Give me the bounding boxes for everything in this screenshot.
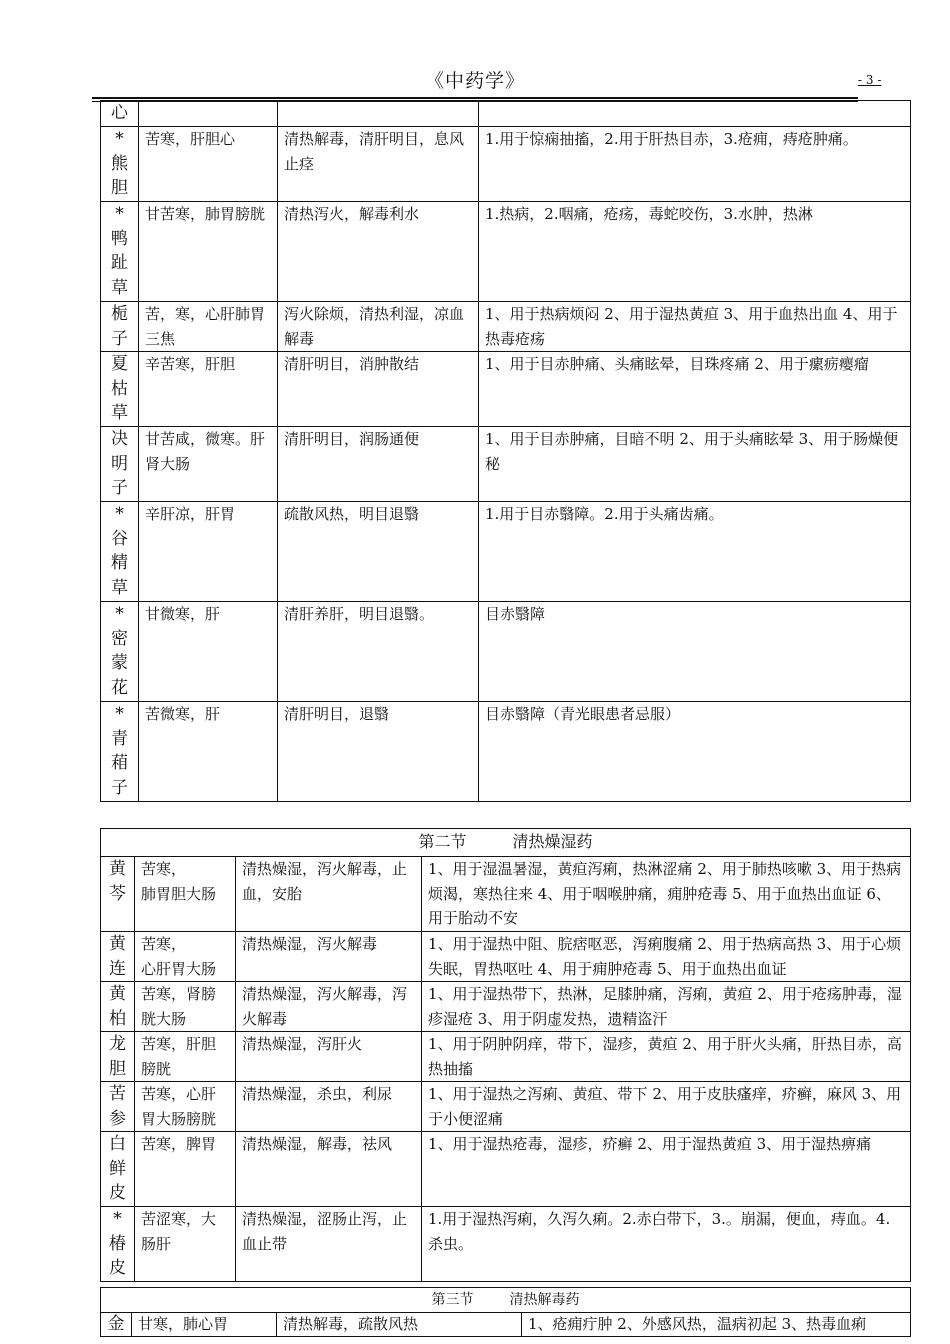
herb-name-char: 夏 (111, 354, 128, 374)
herb-property: 苦寒，心肝胃大肠膀胱 (135, 1082, 236, 1132)
herb-use: 1、疮痈疔肿 2、外感风热，温病初起 3、热毒血痢 (522, 1313, 911, 1337)
herb-property: 苦微寒，肝 (139, 702, 278, 802)
herb-property: 甘苦寒，肺胃膀胱 (139, 202, 278, 302)
herb-effect: 清热燥湿，泻火解毒，止血，安胎 (236, 857, 422, 932)
herb-name-char: 苦 (109, 1084, 126, 1104)
herb-property (139, 101, 278, 127)
herb-name (101, 857, 135, 932)
herb-property: 苦寒，肾膀胱大肠 (135, 982, 236, 1032)
herb-name-char: 草 (111, 577, 128, 598)
herb-use: 1、用于湿热疮毒，湿疹，疥癣 2、用于湿热黄疸 3、用于湿热痹痛 (422, 1132, 911, 1207)
herb-table-section3 (100, 1287, 911, 1337)
herb-name-char: 黄 (109, 984, 126, 1004)
herb-name-char: 明 (111, 453, 128, 474)
herb-name-char: 子 (111, 328, 128, 349)
herb-name (101, 1032, 135, 1082)
herb-name-char: 鲜 (109, 1158, 126, 1179)
herb-name-char: 蒙 (111, 653, 128, 673)
herb-name (101, 1082, 135, 1132)
herb-name-char: 趾 (111, 253, 128, 273)
herb-name (101, 101, 139, 127)
section-label: 第三节 (431, 1292, 474, 1308)
herb-property: 苦寒， 肺胃胆大肠 (135, 857, 236, 932)
herb-effect: 清肝明目，消肿散结 (278, 352, 479, 427)
herb-name-char: 胆 (111, 178, 128, 198)
herb-property: 苦寒，肝胆心 (139, 127, 278, 202)
herb-effect: 清热燥湿，涩肠止泻，止血止带 (236, 1207, 422, 1282)
herb-name (101, 982, 135, 1032)
section-heading (101, 1288, 911, 1313)
herb-effect: 清热解毒，疏散风热 (277, 1313, 522, 1337)
herb-effect: 清热解毒，清肝明目，息风止痉 (278, 127, 479, 202)
herb-name-char: 栀 (111, 304, 128, 324)
herb-table-section2-body (101, 829, 911, 1282)
herb-effect: 清热燥湿，泻肝火 (236, 1032, 422, 1082)
herb-property: 苦寒，脾胃 (135, 1132, 236, 1207)
herb-use: 1.用于湿热泻痢，久泻久痢。2.赤白带下，3.。崩漏，便血，痔血。4.杀虫。 (422, 1207, 911, 1282)
herb-name-char: 黄 (109, 859, 126, 879)
herb-name (101, 302, 139, 352)
herb-name-char: 鸭 (111, 228, 128, 249)
herb-effect: 清肝明目，退翳 (278, 702, 479, 802)
herb-name (101, 1313, 132, 1337)
herb-name-char: 白 (109, 1134, 126, 1154)
herb-name-char: 草 (111, 277, 128, 298)
page-number: - 3 - (858, 73, 882, 87)
herb-effect: 清肝明目，润肠通便 (278, 427, 479, 502)
herb-name (101, 427, 139, 502)
herb-table-section3-body (101, 1288, 911, 1337)
herb-property: 苦寒，肝胆膀胱 (135, 1032, 236, 1082)
herb-row (101, 352, 911, 427)
herb-row (101, 932, 911, 982)
herb-row (101, 702, 911, 802)
herb-name (101, 127, 139, 202)
herb-row (101, 602, 911, 702)
herb-name-char: * (115, 204, 124, 224)
herb-name (101, 602, 139, 702)
herb-use (479, 101, 911, 127)
herb-name-char: 柏 (109, 1008, 126, 1029)
herb-property: 甘寒，肺心胃 (132, 1313, 277, 1337)
herb-name-char: 皮 (109, 1183, 126, 1203)
herb-name (101, 352, 139, 427)
herb-row (101, 1132, 911, 1207)
herb-name-char: 黄 (109, 934, 126, 954)
herb-name-char: 熊 (111, 153, 128, 174)
herb-table-section2 (100, 828, 911, 1282)
herb-row (101, 101, 911, 127)
herb-name-char: 参 (109, 1108, 126, 1129)
herb-use: 1、用于热病烦闷 2、用于湿热黄疸 3、用于血热出血 4、用于热毒疮疡 (479, 302, 911, 352)
herb-table-section1-body (101, 101, 911, 802)
section-title: 清热解毒药 (509, 1292, 580, 1308)
herb-name-char: 皮 (109, 1258, 126, 1278)
section-title: 清热燥湿药 (512, 832, 593, 852)
herb-effect: 清热泻火，解毒利水 (278, 202, 479, 302)
herb-name-char: 精 (111, 553, 128, 573)
herb-name-char: * (115, 504, 124, 524)
herb-name-char: 子 (111, 777, 128, 798)
herb-use: 1.用于目赤翳障。2.用于头痛齿痛。 (479, 502, 911, 602)
herb-row (101, 1313, 911, 1337)
herb-row (101, 1032, 911, 1082)
herb-name-char: 龙 (109, 1034, 126, 1054)
herb-row (101, 1082, 911, 1132)
document-title: 《中药学》 (424, 70, 525, 92)
herb-row (101, 857, 911, 932)
herb-name-char: 葙 (111, 753, 128, 773)
herb-name-char: 草 (111, 403, 128, 423)
herb-name-char: 枯 (111, 378, 128, 399)
herb-property: 苦涩寒，大肠肝 (135, 1207, 236, 1282)
herb-property: 苦，寒，心肝肺胃三焦 (139, 302, 278, 352)
herb-name (101, 932, 135, 982)
herb-use: 1、用于湿热带下，热淋，足膝肿痛，泻痢，黄疸 2、用于疮疡肿毒，湿疹湿疮 3、用于阴虚发热，遗精盗汗 (422, 982, 911, 1032)
herb-use: 1、用于阴肿阴痒，带下，湿疹，黄疸 2、用于肝火头痛，肝热目赤，高热抽搐 (422, 1032, 911, 1082)
herb-name-char: 连 (109, 958, 126, 979)
herb-name-char: 密 (111, 628, 128, 649)
section-label: 第二节 (418, 832, 467, 852)
herb-name-char: * (115, 704, 124, 724)
section-heading (101, 829, 911, 857)
herb-name (101, 502, 139, 602)
herb-property: 苦寒， 心肝胃大肠 (135, 932, 236, 982)
herb-use: 1、用于湿热中阻、脘痞呕恶，泻痢腹痛 2、用于热病高热 3、用于心烦失眠，胃热呕吐 4、用于痈肿疮毒 5、用于血热出血证 (422, 932, 911, 982)
herb-row (101, 427, 911, 502)
herb-row (101, 127, 911, 202)
herb-use: 1、用于目赤肿痛、头痛眩晕，目珠疼痛 2、用于瘰疬瘿瘤 (479, 352, 911, 427)
herb-effect: 清肝养肝，明目退翳。 (278, 602, 479, 702)
herb-name (101, 1132, 135, 1207)
section-heading-row (101, 829, 911, 857)
herb-name-char: 花 (111, 677, 128, 698)
herb-use: 1、用于湿温暑湿，黄疸泻痢，热淋涩痛 2、用于肺热咳嗽 3、用于热病烦渴，寒热往来 4、用于咽喉肿痛，痈肿疮毒 5、用于血热出血证 6、用于胎动不安 (422, 857, 911, 932)
herb-name-char: 心 (111, 103, 128, 123)
herb-property: 辛苦寒，肝胆 (139, 352, 278, 427)
herb-use: 1、用于湿热之泻痢、黄疸、带下 2、用于皮肤瘙痒，疥癣，麻风 3、用于小便涩痛 (422, 1082, 911, 1132)
herb-effect: 泻火除烦，清热利湿，凉血解毒 (278, 302, 479, 352)
herb-effect (278, 101, 479, 127)
herb-property: 辛肝凉，肝胃 (139, 502, 278, 602)
herb-row (101, 1207, 911, 1282)
herb-name-char: 青 (111, 728, 128, 749)
herb-name-char: 胆 (109, 1058, 126, 1079)
section-heading-row (101, 1288, 911, 1313)
header-rule (92, 97, 858, 99)
herb-effect: 疏散风热，明目退翳 (278, 502, 479, 602)
herb-row (101, 302, 911, 352)
herb-name-char: 金 (107, 1314, 125, 1334)
herb-name-char: 谷 (111, 528, 128, 549)
herb-use: 1.热病，2.咽痛，疮疡，毒蛇咬伤，3.水肿，热淋 (479, 202, 911, 302)
herb-row (101, 502, 911, 602)
herb-effect: 清热燥湿，杀虫，利尿 (236, 1082, 422, 1132)
herb-name-char: * (115, 129, 124, 149)
herb-use: 1.用于惊痫抽搐，2.用于肝热目赤，3.疮痈，痔疮肿痛。 (479, 127, 911, 202)
herb-effect: 清热燥湿，泻火解毒，泻火解毒 (236, 982, 422, 1032)
herb-row (101, 202, 911, 302)
herb-effect: 清热燥湿，解毒，祛风 (236, 1132, 422, 1207)
herb-name-char: * (115, 604, 124, 624)
herb-name-char: 椿 (109, 1233, 126, 1254)
herb-table-section1 (100, 100, 911, 802)
herb-row (101, 982, 911, 1032)
herb-name (101, 1207, 135, 1282)
herb-name-char: 芩 (109, 883, 126, 904)
herb-name (101, 202, 139, 302)
herb-name-char: 决 (111, 429, 128, 449)
herb-property: 甘苦咸，微寒。肝肾大肠 (139, 427, 278, 502)
herb-use: 1、用于目赤肿痛，目暗不明 2、用于头痛眩晕 3、用于肠燥便秘 (479, 427, 911, 502)
herb-use: 目赤翳障（青光眼患者忌服） (479, 702, 911, 802)
herb-name-char: * (113, 1209, 122, 1229)
herb-use: 目赤翳障 (479, 602, 911, 702)
herb-name (101, 702, 139, 802)
herb-property: 甘微寒，肝 (139, 602, 278, 702)
herb-effect: 清热燥湿，泻火解毒 (236, 932, 422, 982)
herb-name-char: 子 (111, 478, 128, 498)
